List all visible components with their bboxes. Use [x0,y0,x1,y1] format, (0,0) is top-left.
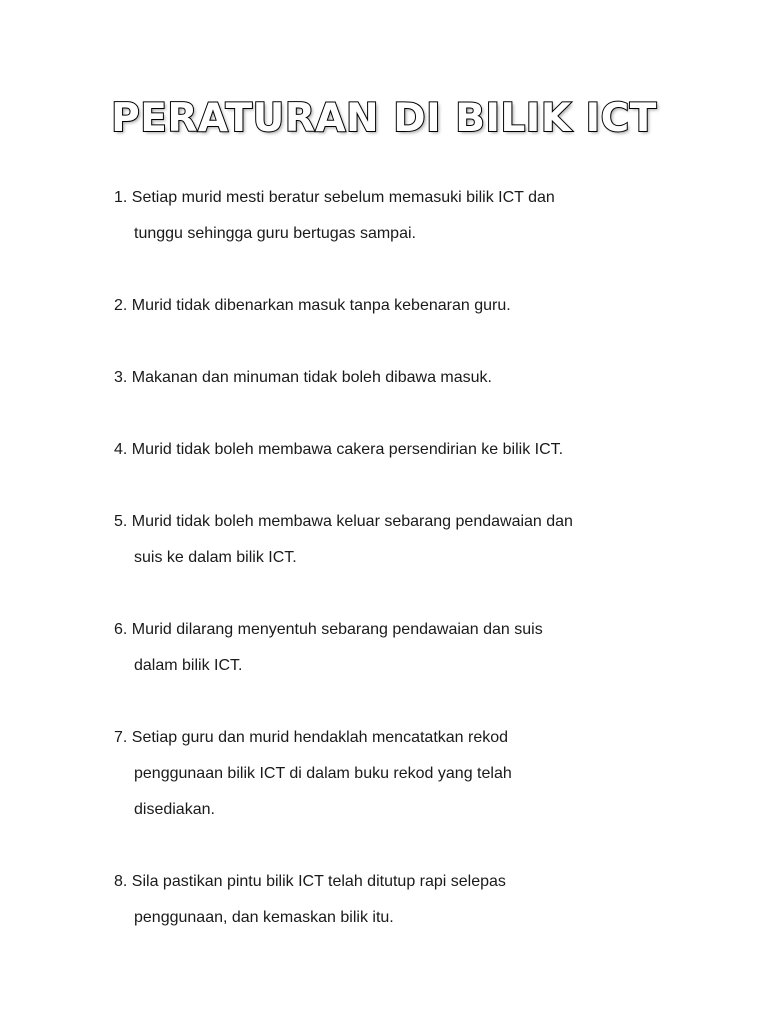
rule-line: 7. Setiap guru dan murid hendaklah mencatatkan rekod [114,729,509,746]
rule-line: penggunaan, dan kemaskan bilik itu. [134,909,394,926]
rule-line: 2. Murid tidak dibenarkan masuk tanpa kebenaran guru. [114,297,511,314]
rule-line: 5. Murid tidak boleh membawa keluar sebarang pendawaian dan [114,513,573,530]
rule-item-2 [114,288,734,324]
rule-line: 1. Setiap murid mesti beratur sebelum memasuki bilik ICT dan [114,189,555,206]
rule-item-5 [114,504,734,576]
rule-line: 6. Murid dilarang menyentuh sebarang pendawaian dan suis [114,621,543,638]
rule-item-8 [114,864,734,936]
rules-list [114,180,734,972]
rule-line: 3. Makanan dan minuman tidak boleh dibawa masuk. [114,369,492,386]
rule-item-1 [114,180,734,252]
rule-line: tunggu sehingga guru bertugas sampai. [134,225,416,242]
rule-item-7 [114,720,734,828]
page-title: PERATURAN DI BILIK ICT [111,96,657,141]
rule-line: 8. Sila pastikan pintu bilik ICT telah ditutup rapi selepas [114,873,506,890]
rule-item-3 [114,360,734,396]
rule-item-4 [114,432,734,468]
rule-line: penggunaan bilik ICT di dalam buku rekod yang telah [134,765,512,782]
rule-item-6 [114,612,734,684]
rule-line: dalam bilik ICT. [134,657,243,674]
rule-line: 4. Murid tidak boleh membawa cakera persendirian ke bilik ICT. [114,441,564,458]
rule-line: disediakan. [134,801,215,818]
rule-line: suis ke dalam bilik ICT. [134,549,297,566]
